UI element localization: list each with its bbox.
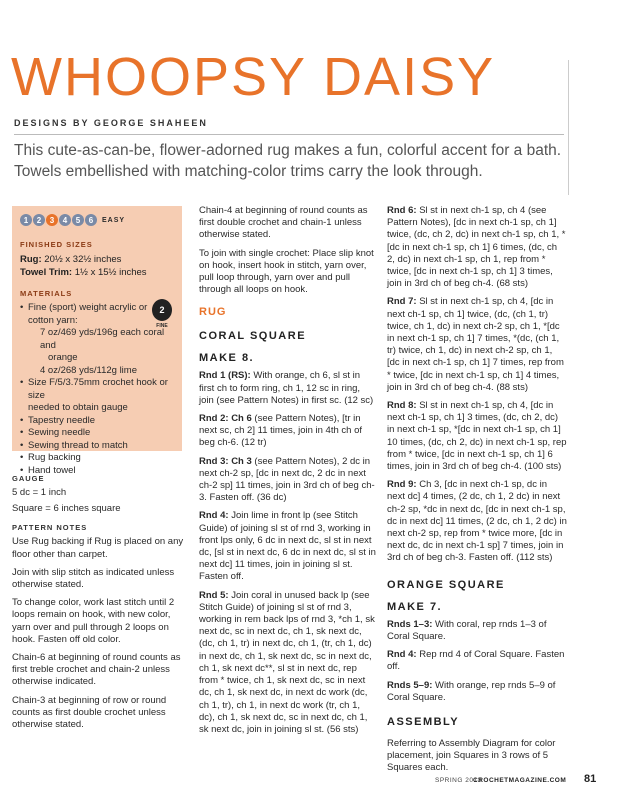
make-coral: MAKE 8. xyxy=(199,352,255,365)
pattern-note: Chain-6 at beginning of round counts as first treble crochet and chain-2 unless otherwise indicated. xyxy=(12,652,181,688)
orange-rnds-1-3: Rnds 1–3: With coral, rep rnds 1–3 of Coral Square. xyxy=(387,618,547,642)
coral-square-heading: CORAL SQUARE xyxy=(199,330,307,343)
towel-size: Towel Trim: 1½ x 15½ inches xyxy=(20,267,147,278)
level-2-icon: 2 xyxy=(33,214,45,226)
pattern-note: Chain-3 at beginning of row or round counts as first double crochet unless otherwise stated. xyxy=(12,694,167,731)
column-3 xyxy=(387,205,567,781)
materials-heading: MATERIALS xyxy=(20,289,73,298)
assembly-heading: ASSEMBLY xyxy=(387,715,460,728)
header-divider xyxy=(14,134,564,135)
column-1 xyxy=(12,466,184,737)
page-number: 81 xyxy=(584,773,597,785)
gauge-line-1: 5 dc = 1 inch xyxy=(12,487,67,498)
pattern-notes-heading: PATTERN NOTES xyxy=(12,523,88,533)
note-join-sc: To join with single crochet: Place slip knot on hook, insert hook in stitch, yarn over, pull loop through, yarn over and pull through all loops on hook. xyxy=(199,247,374,296)
gauge-heading: GAUGE xyxy=(12,474,45,483)
pattern-note: To change color, work last stitch until 2 loops remain on hook, with new color, yarn over and pull through 2 loops on hook. Fasten off old color. xyxy=(12,597,175,645)
footer-site: CROCHETMAGAZINE.COM xyxy=(473,777,567,784)
list-item: • Fine (sport) weight acrylic or xyxy=(20,302,174,315)
list-item: needed to obtain gauge xyxy=(28,402,128,413)
rnd-3: Rnd 3: Ch 3 (see Pattern Notes), 2 dc in next ch-2 sp, [dc in next dc, 2 dc in next ch-2 sp] 11 times, join in 3rd ch of beg ch-3. Fasten off. (36 dc) xyxy=(199,455,375,504)
pattern-note: Join with slip stitch as indicated unless otherwise stated. xyxy=(12,566,175,591)
level-4-icon: 4 xyxy=(59,214,71,226)
rug-heading: RUG xyxy=(199,306,227,319)
list-item: 4 oz/268 yds/112g lime xyxy=(40,364,137,376)
list-item: • Sewing thread to match xyxy=(20,440,174,453)
rnd-9: Rnd 9: Ch 3, [dc in next ch-1 sp, dc in next dc] 4 times, (2 dc, ch 1, 2 dc) in next ch-2 sp, *dc in next dc, [dc in next ch-1 sp, dc in next dc] 11 times, (2 dc, ch 1, 2 dc) in next ch-2 sp, rep from * twice more, [dc in next dc, dc in next ch-1 sp] 7 times, join in 3rd ch of beg ch-3. Fasten off. (112 sts) xyxy=(387,479,567,564)
page-title: WHOOPSY DAISY xyxy=(11,47,496,107)
footer-season: SPRING 2013 xyxy=(435,777,482,784)
list-item: • Hand towel xyxy=(20,465,174,478)
specs-sidebar xyxy=(12,206,182,476)
orange-rnds-5-9: Rnds 5–9: With orange, rep rnds 5–9 of Coral Square. xyxy=(387,679,556,703)
materials-list xyxy=(20,302,174,477)
level-6-icon: 6 xyxy=(85,214,97,226)
orange-rnd-4: Rnd 4: Rep rnd 4 of Coral Square. Fasten off. xyxy=(387,649,565,673)
list-item: • Size F/5/3.75mm crochet hook or size xyxy=(20,377,174,402)
list-item: cotton yarn: xyxy=(28,314,78,326)
column-2 xyxy=(199,205,377,742)
list-item: • Sewing needle xyxy=(20,427,174,440)
rnd-8: Rnd 8: Sl st in next ch-1 sp, ch 4, [dc in next ch-1 sp, ch 1] 3 times, (dc, ch 2, dc) in next ch-1 sp, *[dc in next ch-1 sp, ch 1] 10 times, (dc, ch 2, dc) in next ch-1 sp, rep from * twice, [dc in next ch-1 sp, ch 1] 6 times, join in 3rd ch of beg ch-4. (100 sts) xyxy=(387,400,567,473)
level-label: EASY xyxy=(102,216,126,224)
gauge-line-2: Square = 6 inches square xyxy=(12,503,121,515)
make-orange: MAKE 7. xyxy=(387,600,443,613)
rug-size: Rug: 20½ x 32½ inches xyxy=(20,254,122,265)
skill-levels xyxy=(20,214,174,226)
level-5-icon: 5 xyxy=(72,214,84,226)
list-item: • Tapestry needle xyxy=(20,415,174,428)
rnd-6: Rnd 6: Sl st in next ch-1 sp, ch 4 (see Pattern Notes), [dc in next ch-1 sp, ch 1] twice, (dc, ch 2, dc) in next ch-1 sp, ch 1, *[dc in next ch-1 sp, ch 1] 6 times, (dc, ch 2, dc) in next ch-1 sp, ch 1, rep from * twice, [dc in next ch-1 sp, ch 1] 3 times, join in 3rd ch of beg ch-4. (68 sts) xyxy=(387,205,566,290)
yarn-weight-label: FINE xyxy=(156,323,168,329)
assembly-text: Referring to Assembly Diagram for color placement, join Squares in 3 rows of 5 Squares each. xyxy=(387,737,556,774)
rnd-1: Rnd 1 (RS): With orange, ch 6, sl st in first ch to form ring, ch 1, 12 sc in ring, join (see Pattern Notes) in first sc. (12 sc) xyxy=(199,370,374,406)
list-item: • Rug backing xyxy=(20,452,174,465)
finished-sizes-heading: FINISHED SIZES xyxy=(20,240,93,249)
level-3-icon: 3 xyxy=(46,214,58,226)
rnd-2: Rnd 2: Ch 6 (see Pattern Notes), [tr in next sc, ch 2] 11 times, join in 4th ch of beg ch-6. (12 tr) xyxy=(199,413,362,449)
list-item: 7 oz/469 yds/196g each coral and xyxy=(40,327,165,351)
rnd-4: Rnd 4: Join lime in front lp (see Stitch Guide) of joining sl st of rnd 3, working in front lps only, 6 dc in next dc, sl st in next dc, [sl st in next dc, 6 dc in next dc, sl st in next dc] 11 times, join in joining sl st. Fasten off. xyxy=(199,510,376,583)
pattern-note: Use Rug backing if Rug is placed on any floor other than carpet. xyxy=(12,536,184,560)
orange-square-heading: ORANGE SQUARE xyxy=(387,578,505,591)
intro-text: This cute-as-can-be, flower-adorned rug makes a fun, colorful accent for a bath. Towels embellished with matching-color trims carry the look through. xyxy=(14,142,562,180)
rnd-7: Rnd 7: Sl st in next ch-1 sp, ch 4, [dc in next ch-1 sp, ch 1] twice, (dc, (ch 1, tr) twice, ch 1, dc) in next ch-2 sp, ch 1, *[dc in next ch-1 sp, ch 1] 7 times, *(dc, (ch 1, tr) twice, ch 1, dc) in next ch-2 sp, ch 1, [dc in next ch-1 sp, ch 1] 7 times, rep from * twice, [dc in next ch-1 sp, ch 1] 4 times, join in 3rd ch of beg ch-4. (88 sts) xyxy=(387,296,564,393)
yarn-weight-icon: 2 xyxy=(152,299,172,321)
designer-credit: DESIGNS BY GEORGE SHAHEEN xyxy=(14,118,208,128)
note-chain4: Chain-4 at beginning of round counts as first double crochet and chain-1 unless otherwise stated. xyxy=(199,205,368,241)
list-item: orange xyxy=(48,352,78,363)
rnd-5: Rnd 5: Join coral in unused back lp (see Stitch Guide) of joining sl st of rnd 3, working in rem back lps of rnd 3, *ch 1, sk next dc, sc in next dc, ch 1, sk next dc, (dc, ch 1, tr) in next dc, ch 1, (tr, ch 1, dc) in next dc, ch 1, sk next dc, sc in next dc, ch 1, sk next dc**, sl st in next dc, rep from * twice, ch 1, sk next dc, sc in next dc, ch 1, sk next dc, in next dc work (dc, ch 1, tr), ch 1, in next dc work (tr, ch 1, dc), ch 1, sk next dc, sc in next dc, ch 1, sk next dc, join in joining sl st. (56 sts) xyxy=(199,589,375,735)
level-1-icon: 1 xyxy=(20,214,32,226)
